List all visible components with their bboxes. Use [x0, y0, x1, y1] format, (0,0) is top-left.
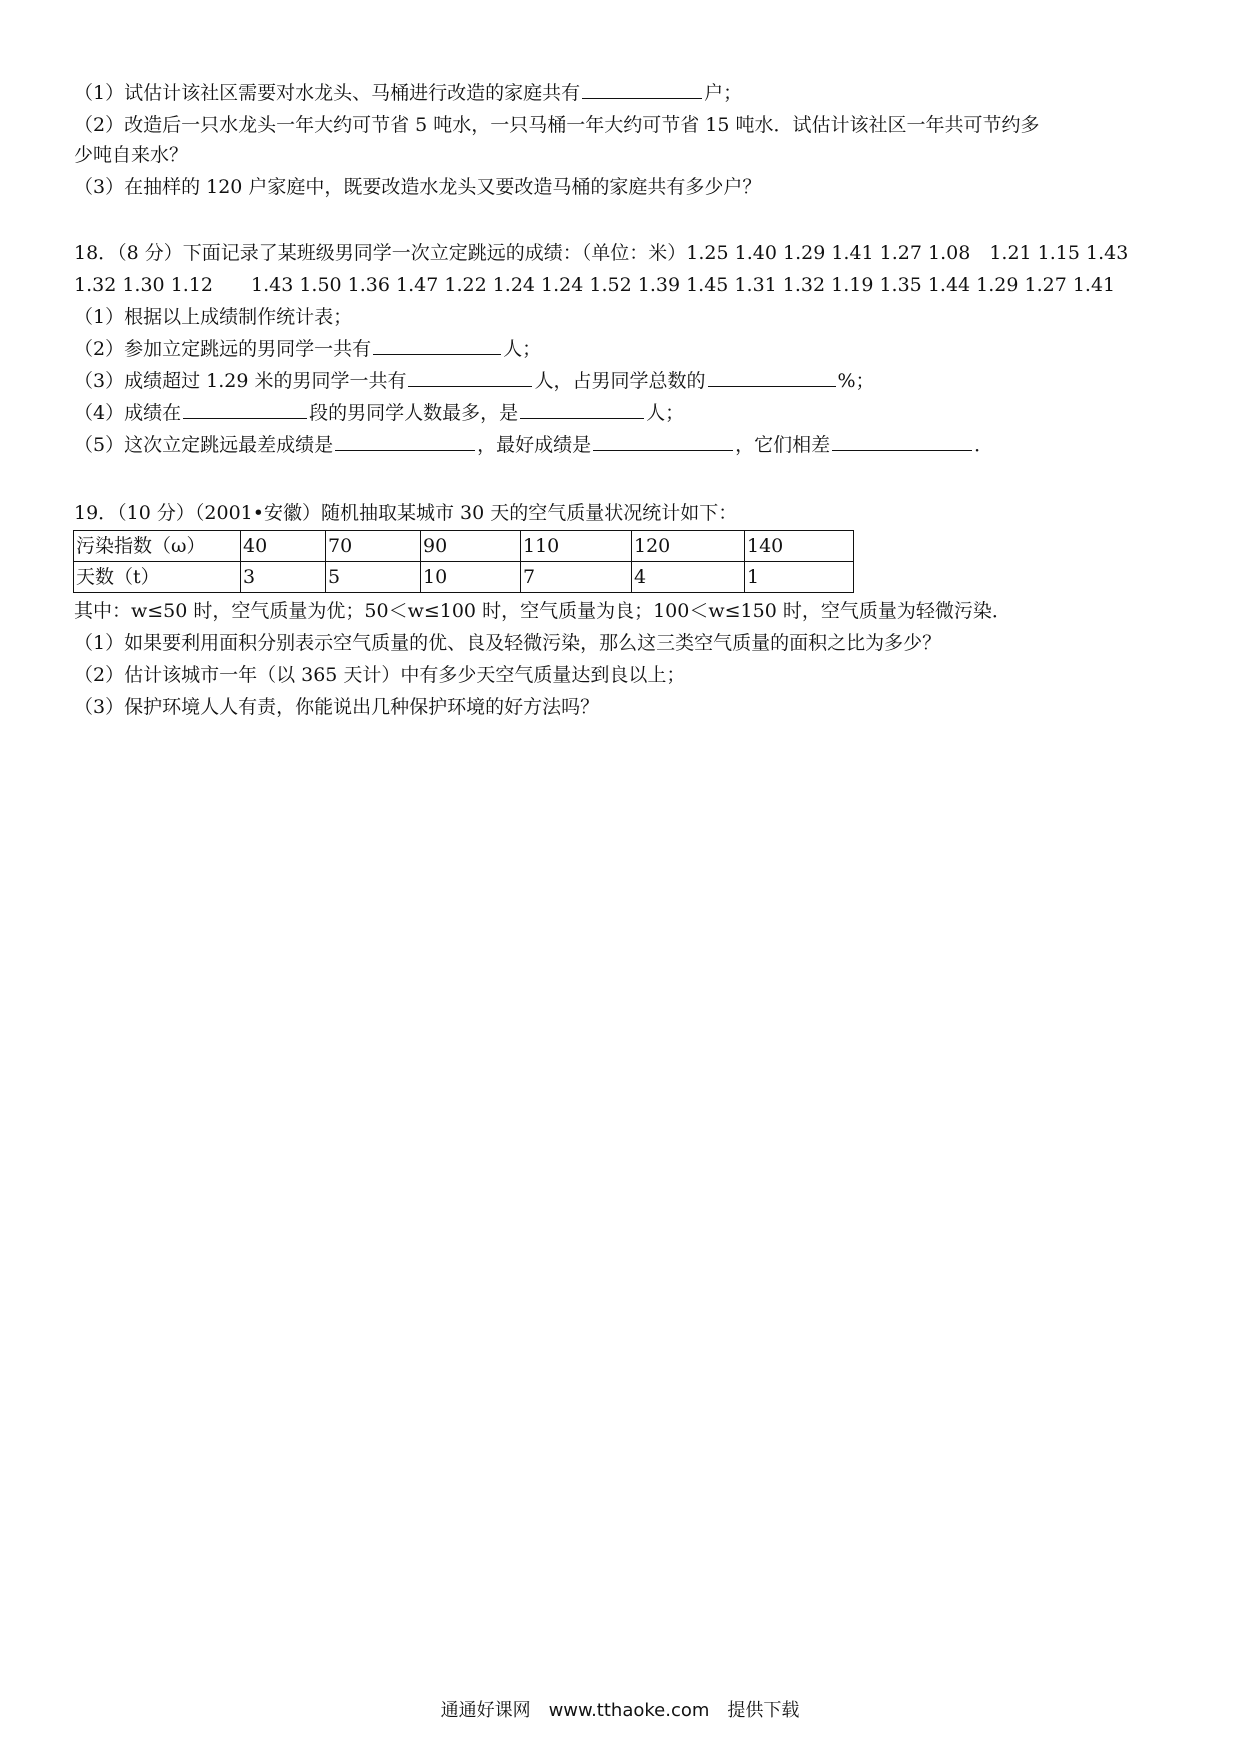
q17-part2-line2: 少吨自来水？: [74, 144, 189, 166]
answer-blank: [708, 366, 836, 387]
table-cell: 70: [326, 531, 421, 562]
table-header-cell: 污染指数（ω）: [74, 531, 241, 562]
q19-note: 其中：w≤50 时，空气质量为优；50＜w≤100 时，空气质量为良；100＜w≤150 时，空气质量为轻微污染．: [74, 600, 1011, 622]
q18-stem-line1: 18．（8 分）下面记录了某班级男同学一次立定跳远的成绩：（单位：米）1.25 1.40 1.29 1.41 1.27 1.08 1.21 1.15 1.43: [74, 242, 1129, 264]
q18-part4-text: （4）成绩在: [74, 402, 182, 424]
q18-part3-text: （3）成绩超过 1.29 米的男同学一共有: [74, 370, 407, 392]
q17-part1-text: （1）试估计该社区需要对水龙头、马桶进行改造的家庭共有: [74, 82, 581, 104]
q18-part5-end: ．: [974, 434, 994, 456]
q18-part5-mid2: ，它们相差: [735, 434, 831, 456]
q19-part2: （2）估计该城市一年（以 365 天计）中有多少天空气质量达到良以上；: [74, 664, 686, 686]
table-cell: 120: [632, 531, 745, 562]
q18-part3-mid: 人，占男同学总数的: [534, 370, 706, 392]
table-cell: 1: [745, 562, 854, 593]
q18-part5: [74, 430, 1174, 460]
table-header-cell: 天数（t）: [74, 562, 241, 593]
table-cell: 5: [326, 562, 421, 593]
q18-part3: [74, 366, 1174, 396]
q18-part4-unit: 人；: [646, 402, 685, 424]
q18-part3-unit: %；: [837, 370, 875, 392]
table-cell: 90: [421, 531, 521, 562]
q17-part1: [74, 78, 1174, 108]
q17-part1-unit: 户；: [704, 82, 743, 104]
q17-part2-line1: （2）改造后一只水龙头一年大约可节省 5 吨水，一只马桶一年大约可节省 15 吨水．试估计该社区一年共可节约多: [74, 114, 1040, 136]
table-row: [74, 531, 854, 562]
answer-blank: [408, 366, 532, 387]
q18-part5-text: （5）这次立定跳远最差成绩是: [74, 434, 334, 456]
q19-part3: （3）保护环境人人有责，你能说出几种保护环境的好方法吗？: [74, 696, 600, 718]
answer-blank: [183, 398, 307, 419]
q18-part1: （1）根据以上成绩制作统计表；: [74, 306, 353, 328]
q18-part2: [74, 334, 1174, 364]
table-cell: 140: [745, 531, 854, 562]
page-footer: 通通好课网 www.tthaoke.com 提供下载: [440, 1700, 800, 1721]
table-cell: 110: [521, 531, 632, 562]
air-quality-table: [73, 530, 854, 593]
table-cell: 40: [241, 531, 326, 562]
answer-blank: [373, 334, 501, 355]
q18-part4-mid: 段的男同学人数最多，是: [309, 402, 519, 424]
q18-part4: [74, 398, 1174, 428]
table-cell: 3: [241, 562, 326, 593]
table-cell: 7: [521, 562, 632, 593]
answer-blank: [520, 398, 644, 419]
answer-blank: [582, 78, 702, 99]
q18-part2-unit: 人；: [503, 338, 542, 360]
q19-title: 19．（10 分）（2001•安徽）随机抽取某城市 30 天的空气质量状况统计如下：: [74, 502, 738, 524]
table-cell: 4: [632, 562, 745, 593]
table-row: [74, 562, 854, 593]
q18-stem-line2: 1.32 1.30 1.12 1.43 1.50 1.36 1.47 1.22 1.24 1.24 1.52 1.39 1.45 1.31 1.32 1.19 1.35 1.44 1.29 1.27 1.41: [74, 274, 1116, 296]
q17-part3: （3）在抽样的 120 户家庭中，既要改造水龙头又要改造马桶的家庭共有多少户？: [74, 176, 762, 198]
answer-blank: [593, 430, 733, 451]
q18-part2-text: （2）参加立定跳远的男同学一共有: [74, 338, 372, 360]
answer-blank: [335, 430, 475, 451]
q19-part1: （1）如果要利用面积分别表示空气质量的优、良及轻微污染，那么这三类空气质量的面积之比为多少？: [74, 632, 942, 654]
q18-part5-mid1: ，最好成绩是: [477, 434, 592, 456]
answer-blank: [832, 430, 972, 451]
table-cell: 10: [421, 562, 521, 593]
